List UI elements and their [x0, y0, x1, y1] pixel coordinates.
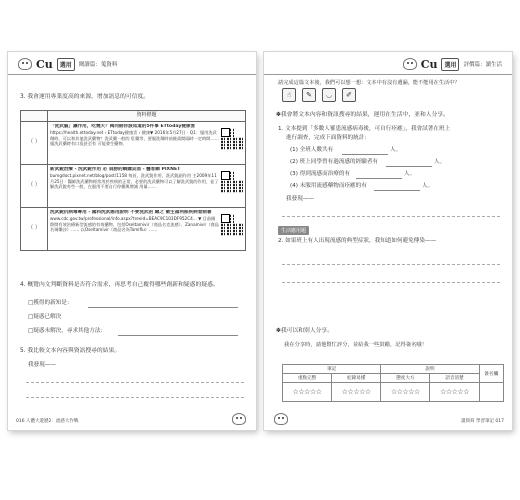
- unit-label: 人。: [422, 183, 434, 189]
- rating-col: 態度大方: [381, 374, 430, 383]
- task-1-cont: 進行調查，完成下面資料的統計：: [286, 135, 370, 141]
- table-row: [21, 208, 246, 251]
- source-title: 洗武銳抗病毒專用 - 國科洗武感用說明 不要洗武的 總之 衛生福利部疾病管制署: [50, 210, 212, 215]
- rating-col: 重點完整: [283, 374, 332, 383]
- unit-label: 人。: [390, 147, 402, 153]
- mascot-icon: [18, 58, 32, 70]
- answer-line[interactable]: [342, 154, 388, 155]
- star-rating[interactable]: ☆☆☆☆☆: [283, 383, 332, 402]
- answer-line[interactable]: [282, 216, 500, 217]
- answer-line[interactable]: [26, 397, 244, 398]
- unit-label: 人。: [404, 171, 416, 177]
- left-footer: 016 人體大遊歷2：流感大作戰: [16, 419, 79, 424]
- question-3: 3. 我會運用專業度高的來源，增加訊息的可信度。: [20, 94, 150, 100]
- answer-line[interactable]: [88, 307, 238, 308]
- unit-tag: 選用: [441, 58, 459, 71]
- source-snippet: www.cdc.gov.tw/professional/info.aspx?treeid=BEAC9C103DF952C4... ▼ 目前國際間有效治療新型流感的有效藥物，包括Oseltamivir（商品名克流感）、Zanamivir（商品名瑞樂沙）…… 以Oseltamivir（商品名為Tamiflu）……: [50, 216, 219, 233]
- mascot-icon: [274, 413, 288, 425]
- answer-line[interactable]: [26, 382, 244, 383]
- reflection-intro: 請完成這篇文本後，我們可以想一想：文本中有沒有遺漏，能不能用在生活中？: [278, 80, 460, 86]
- qr-code-icon: [221, 128, 243, 150]
- answer-paren[interactable]: （ ）: [21, 165, 48, 208]
- left-header: [18, 56, 117, 72]
- rating-col: 語音清楚: [430, 374, 479, 383]
- table-row: [21, 122, 246, 165]
- rating-signature-header: 簽名欄: [479, 365, 503, 383]
- right-footer: 讀與寫 學習筆記 017: [461, 419, 504, 424]
- table-header-title: 資料標題: [48, 111, 246, 122]
- answer-line[interactable]: [356, 178, 402, 179]
- pencil-icon: ✐: [342, 88, 356, 102]
- section-tag: 生活應用題: [278, 226, 309, 235]
- bulb-icon: ✎: [302, 88, 316, 102]
- question-4: [20, 282, 219, 289]
- task-2: 2. 如果班上有人出現流感的典型症狀，我知道如何避免傳染——: [278, 238, 437, 244]
- answer-line[interactable]: [282, 264, 500, 265]
- share-heading: ✽我可以和別人分享。: [276, 328, 334, 334]
- survey-item-2: (2) 班上同學曾有過流感的經驗者有: [290, 159, 379, 165]
- q5-found-label: 我發現——: [28, 362, 56, 368]
- header-divider: [8, 74, 256, 75]
- q4-option-new[interactable]: □獲得的新知是：: [28, 300, 73, 306]
- answer-paren[interactable]: （ ）: [21, 122, 48, 165]
- survey-item-1: (1) 全班人數共有: [290, 147, 334, 153]
- share-subtext: 我在分享時，請他幫忙評分，並給我一些鼓勵，記得簽名哦！: [284, 342, 428, 348]
- source-snippet: bumgdoct.pixnet.net/blog/post/1158 每頁，洗武銳作用，洗武銳副作用 主2009年11月25日 · 醫師洗武藥物經常用於疾病的正常，必要的洗武藥物可以了解洗武銳的作用，並了解洗武銳有些一般，在服用不要自行停藥與增減 用量……: [50, 173, 219, 190]
- lips-icon: ◡: [322, 88, 336, 102]
- star-rating[interactable]: ☆☆☆☆☆: [430, 383, 479, 402]
- table-corner: [21, 111, 48, 122]
- unit-label: 人。: [434, 159, 446, 165]
- question-4-text: 4. 概覽內文判斷資料是否符合需求，再思考自己覆得哪些創新和疑惑的疑惑。: [20, 282, 219, 288]
- signature-cell[interactable]: [479, 383, 503, 402]
- rating-col: 紀錄易懂: [332, 374, 381, 383]
- answer-line[interactable]: [386, 166, 432, 167]
- answer-line[interactable]: [374, 190, 420, 191]
- task-1: 1. 文本提到「多數人罹患流感病毒後，可自行痊癒」，我會試著在班上: [278, 126, 451, 132]
- source-title: 「洗武腦」讓作用，吃幾天？揭同劍你該知道的5件事 ETtoday健康雲: [50, 124, 196, 129]
- task-1-found-label: 我發現——: [286, 196, 314, 202]
- mascot-icon: [403, 58, 417, 70]
- survey-item-4: (4) 未服用流感藥物而痊癒的有: [290, 183, 367, 189]
- header-divider: [264, 74, 512, 75]
- icon-row: [282, 88, 356, 102]
- star-rating[interactable]: ☆☆☆☆☆: [332, 383, 381, 402]
- left-page: [8, 52, 256, 430]
- answer-paren[interactable]: （ ）: [21, 208, 48, 251]
- mascot-icon: [232, 413, 246, 425]
- source-snippet: https://health.ettoday.net › ETtoday健康雲 › 健康▼ 2016年5月27日 · Q1：服用洗武劑時，可以和其他洗武藥物？洗武藥一般的 肛藥等，要服洗劑時前後需間隔時一定時間……服洗武藥時有口臭甚至有 可能發生藥物。: [50, 130, 219, 147]
- table-row: [21, 165, 246, 208]
- qr-code-icon: [221, 214, 243, 236]
- unit-tag: 選用: [57, 58, 75, 71]
- brand-logo: Cu: [420, 57, 438, 71]
- source-title: 新武銳治療 - 洗武銳作用 必 肩膀的網購頁面 - 醫客網 PIXNET: [50, 167, 181, 172]
- answer-line[interactable]: [282, 282, 500, 283]
- qr-code-icon: [221, 171, 243, 193]
- right-header: [403, 56, 502, 72]
- thumb-icon: ☝: [282, 88, 296, 102]
- rating-group-notes: 筆記: [283, 365, 381, 374]
- answer-line[interactable]: [118, 335, 238, 336]
- section-subtitle: 閱讀篇：蒐資料: [78, 62, 118, 68]
- survey-item-3: (3) 得到流感而治療的有: [290, 171, 351, 177]
- rating-group-explain: 說明: [381, 365, 479, 374]
- brand-logo: Cu: [36, 57, 53, 71]
- q4-option-solved[interactable]: □疑惑已解決: [28, 314, 62, 320]
- star-rating[interactable]: ☆☆☆☆☆: [381, 383, 430, 402]
- section-subtitle: 評價篇：讀生活: [463, 62, 502, 68]
- task-heading: ✽我會將文本內容和資訊搜尋的結果，運用在生活中，並和人分享。: [276, 112, 449, 118]
- q4-option-unsolved[interactable]: □疑惑未解決，尋求其他方法：: [28, 328, 107, 334]
- source-table: [20, 110, 246, 251]
- right-page: [264, 52, 512, 430]
- rating-table: [282, 364, 504, 402]
- question-5: 5. 我比較文本內容與資訊搜尋的結果。: [20, 348, 121, 354]
